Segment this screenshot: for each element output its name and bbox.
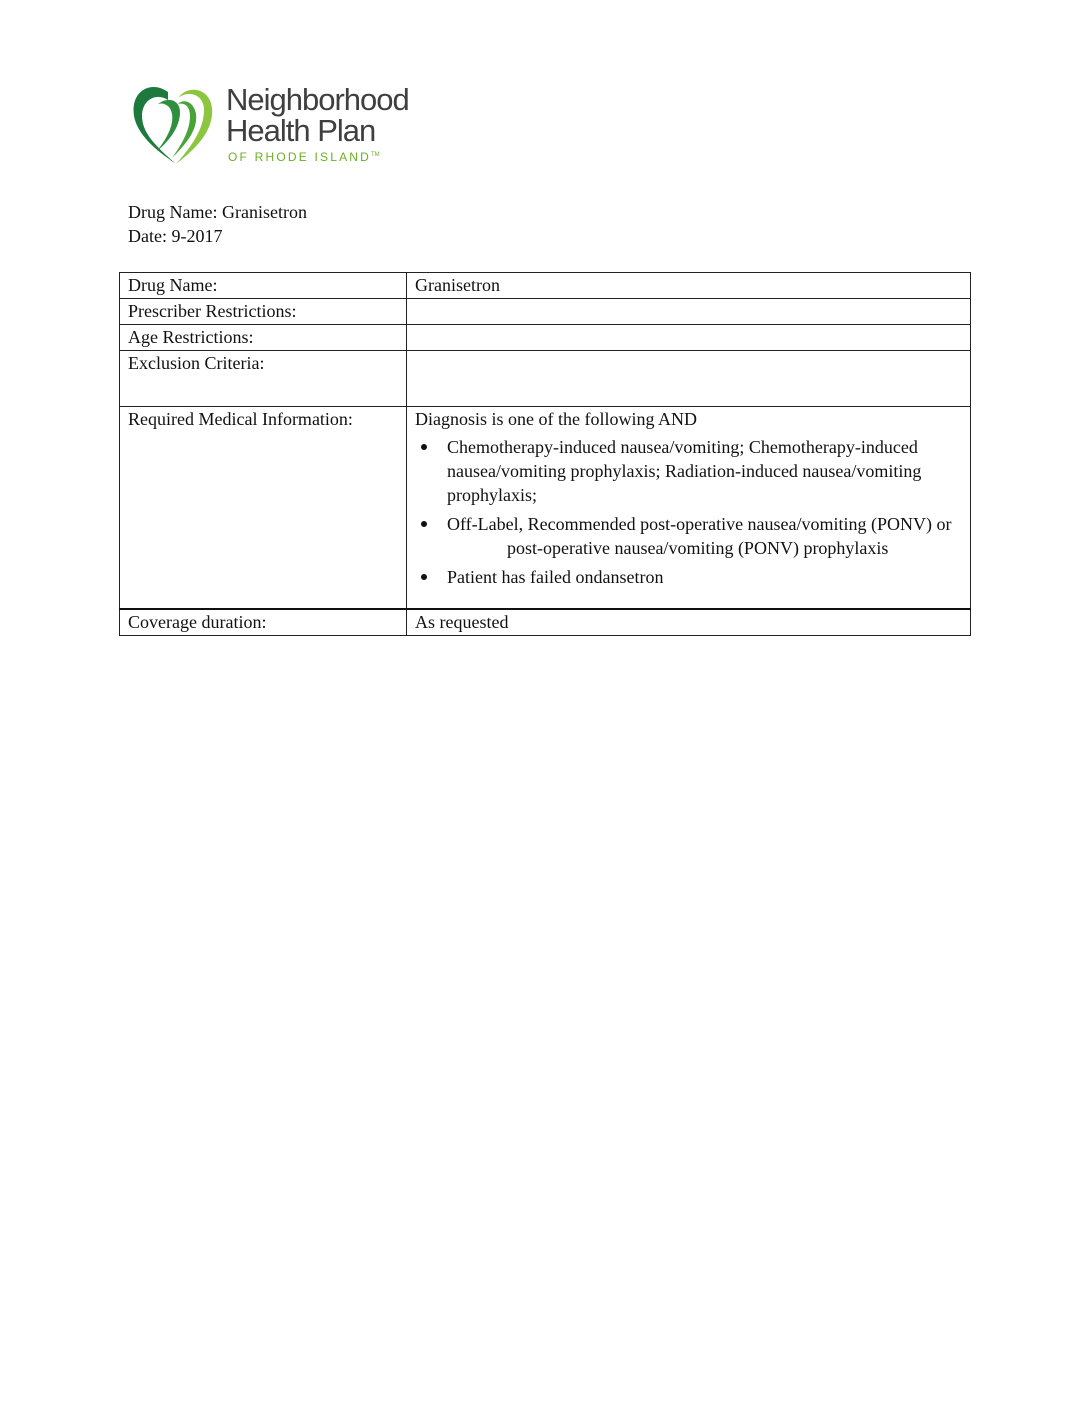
- coverage-duration-label: Coverage duration:: [120, 609, 407, 636]
- required-medical-info-value: [407, 407, 971, 610]
- document-header: [128, 200, 307, 248]
- list-item: Patient has failed ondansetron: [447, 565, 962, 589]
- list-item: Off-Label, Recommended post-operative nausea/vomiting (PONV) orpost-operative nausea/vomiting (PONV) prophylaxis: [447, 512, 962, 560]
- logo-name-line1: Neighborhood: [226, 82, 409, 117]
- table-row: [120, 609, 971, 636]
- required-medical-info-label: Required Medical Information:: [120, 407, 407, 610]
- table-row: [120, 351, 971, 407]
- trademark-mark: TM: [371, 152, 380, 158]
- exclusion-criteria-label: Exclusion Criteria:: [120, 351, 407, 407]
- list-item: Chemotherapy-induced nausea/vomiting; Chemotherapy-induced nausea/vomiting prophylaxis; Radiation-induced nausea/vomiting prophylaxis;: [447, 435, 962, 507]
- age-restrictions-label: Age Restrictions:: [120, 325, 407, 351]
- exclusion-criteria-value: [407, 351, 971, 407]
- heart-swoosh-logo-icon: [128, 78, 220, 168]
- table-row: [120, 299, 971, 325]
- diagnosis-list: [415, 435, 962, 589]
- table-row: [120, 273, 971, 299]
- age-restrictions-value: [407, 325, 971, 351]
- date-heading: Date: 9-2017: [128, 226, 223, 246]
- table-row: [120, 407, 971, 610]
- prescriber-restrictions-value: [407, 299, 971, 325]
- coverage-duration-value: As requested: [407, 609, 971, 636]
- logo-tagline: OF RHODE ISLAND™: [228, 150, 380, 164]
- drug-name-heading: Drug Name: Granisetron: [128, 202, 307, 222]
- diagnosis-intro: Diagnosis is one of the following AND: [415, 409, 697, 429]
- drug-name-value: Granisetron: [407, 273, 971, 299]
- drug-name-label: Drug Name:: [120, 273, 407, 299]
- logo: [128, 78, 438, 170]
- logo-name-line2: Health Plan: [226, 113, 376, 148]
- criteria-table: [119, 272, 971, 636]
- table-row: [120, 325, 971, 351]
- prescriber-restrictions-label: Prescriber Restrictions:: [120, 299, 407, 325]
